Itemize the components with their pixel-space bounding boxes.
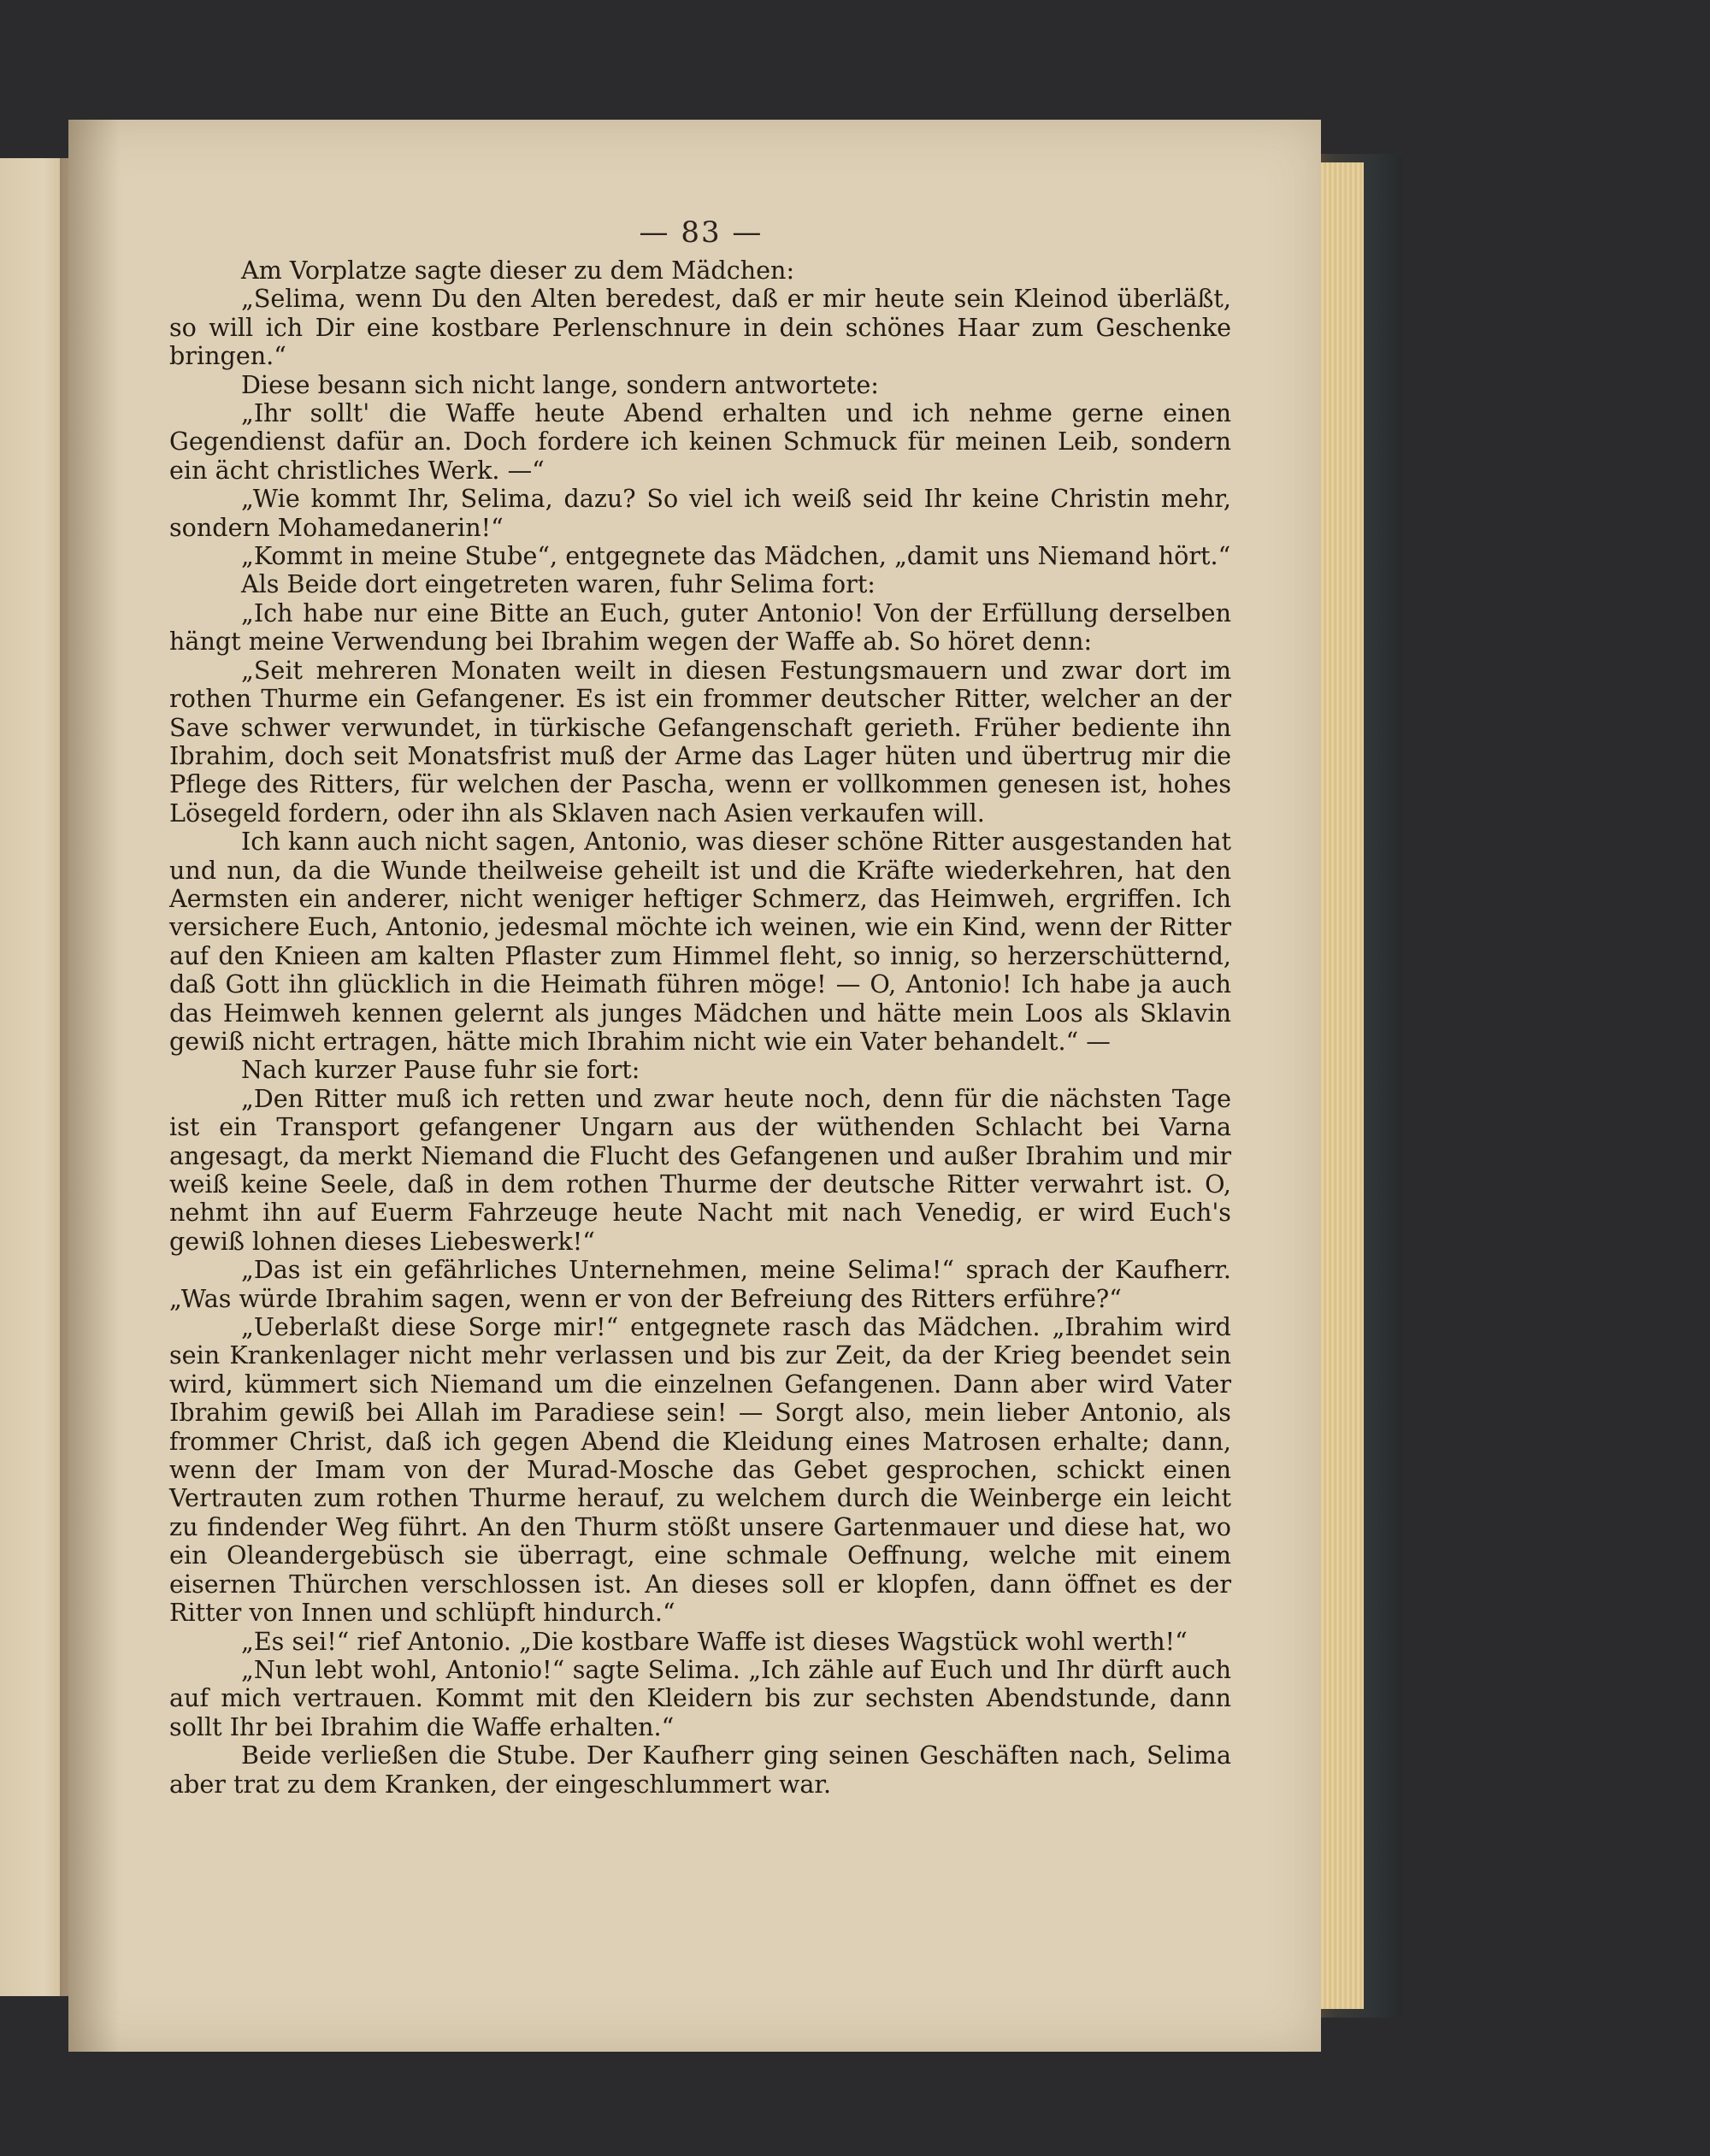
paragraph: „Nun lebt wohl, Antonio!“ sagte Selima. „Ich zähle auf Euch und Ihr dürft auch auf mich vertrauen. Kommt mit den Kleidern bis zur sechsten Abendstunde, dann sollt Ihr bei Ibrahim die Waffe erhalten.“	[169, 1654, 1231, 1741]
page-gutter-shade	[68, 120, 120, 2052]
paragraph: Beide verließen die Stube. Der Kaufherr ging seinen Geschäften nach, Selima aber trat zu dem Kranken, der eingeschlummert war.	[169, 1741, 1231, 1799]
paragraph: Als Beide dort eingetreten waren, fuhr Selima fort:	[241, 569, 876, 599]
page-number: — 83 —	[639, 215, 764, 250]
paragraph: „Kommt in meine Stube“, entgegnete das Mädchen, „damit uns Niemand hört.“	[241, 541, 1231, 571]
paragraph: „Ihr sollt' die Waffe heute Abend erhalten und ich nehme gerne einen Gegendienst dafür an. Doch fordere ich keinen Schmuck für meinen Leib, sondern ein ächt christliches Werk. —“	[169, 398, 1231, 485]
paragraph: „Ich habe nur eine Bitte an Euch, guter Antonio! Von der Erfüllung derselben hängt meine Verwendung bei Ibrahim wegen der Waffe ab. So höret denn:	[169, 598, 1231, 657]
paragraph: Diese besann sich nicht lange, sondern antwortete:	[241, 369, 879, 399]
paragraph: „Wie kommt Ihr, Selima, dazu? So viel ich weiß seid Ihr keine Christin mehr, sondern Mohamedanerin!“	[169, 484, 1231, 542]
body-text	[169, 256, 1231, 1799]
paragraph: Ich kann auch nicht sagen, Antonio, was dieser schöne Ritter ausgestanden hat und nun, da die Wunde theilweise geheilt ist und die Kräfte wiederkehren, hat den Aermsten ein anderer, nicht weniger heftiger Schmerz, das Heimweh, ergriffen. Ich versichere Euch, Antonio, jedesmal möchte ich weinen, wie ein Kind, wenn der Ritter auf den Knieen am kalten Pflaster zum Himmel fleht, so innig, so herzerschütternd, daß Gott ihn glücklich in die Heimath führen möge! — O, Antonio! Ich habe ja auch das Heimweh kennen gelernt als junges Mädchen und hätte mein Loos als Sklavin gewiß nicht ertragen, hätte mich Ibrahim nicht wie ein Vater behandelt.“ —	[169, 827, 1231, 1056]
paragraph: „Das ist ein gefährliches Unternehmen, meine Selima!“ sprach der Kaufherr. „Was würde Ibrahim sagen, wenn er von der Befreiung des Ritters erführe?“	[169, 1255, 1231, 1313]
paragraph: „Seit mehreren Monaten weilt in diesen Festungsmauern und zwar dort im rothen Thurme ein Gefangener. Es ist ein frommer deutscher Ritter, welcher an der Save schwer verwundet, in türkische Gefangenschaft gerieth. Früher bediente ihn Ibrahim, doch seit Monatsfrist muß der Arme das Lager hüten und übertrug mir die Pflege des Ritters, für welchen der Pascha, wenn er vollkommen genesen ist, hohes Lösegeld fordern, oder ihn als Sklaven nach Asien verkaufen will.	[169, 655, 1231, 828]
paragraph: Nach kurzer Pause fuhr sie fort:	[241, 1055, 640, 1085]
paragraph: „Selima, wenn Du den Alten beredest, daß er mir heute sein Kleinod überläßt, so will ich Dir eine kostbare Perlenschnure in dein schönes Haar zum Geschenke bringen.“	[169, 284, 1231, 371]
paragraph: „Es sei!“ rief Antonio. „Die kostbare Waffe ist dieses Wagstück wohl werth!“	[241, 1626, 1188, 1656]
paragraph: Am Vorplatze sagte dieser zu dem Mädchen:	[241, 256, 795, 285]
paragraph: „Ueberlaßt diese Sorge mir!“ entgegnete rasch das Mädchen. „Ibrahim wird sein Krankenlager nicht mehr verlassen und bis zur Zeit, da der Krieg beendet sein wird, kümmert sich Niemand um die einzelnen Gefangenen. Dann aber wird Vater Ibrahim gewiß bei Allah im Paradiese sein! — Sorgt also, mein lieber Antonio, als frommer Christ, daß ich gegen Abend die Kleidung eines Matrosen erhalte; dann, wenn der Imam von der Murad-Mosche das Gebet gesprochen, schickt einen Vertrauten zum rothen Thurme herauf, zu welchem durch die Weinberge ein leicht zu findender Weg führt. An den Thurm stößt unsere Gartenmauer und diese hat, wo ein Oleandergebüsch sie überragt, eine schmale Oeffnung, welche mit einem eisernen Thürchen verschlossen ist. An dieses soll er klopfen, dann öffnet es der Ritter von Innen und schlüpft hindurch.“	[169, 1312, 1231, 1628]
paragraph: „Den Ritter muß ich retten und zwar heute noch, denn für die nächsten Tage ist ein Transport gefangener Ungarn aus der wüthenden Schlacht bei Varna angesagt, da merkt Niemand die Flucht des Gefangenen und außer Ibrahim und mir weiß keine Seele, daß in dem rothen Thurme der deutsche Ritter verwahrt ist. O, nehmt ihn auf Euerm Fahrzeuge heute Nacht mit nach Venedig, er wird Euch's gewiß lohnen dieses Liebeswerk!“	[169, 1083, 1231, 1256]
